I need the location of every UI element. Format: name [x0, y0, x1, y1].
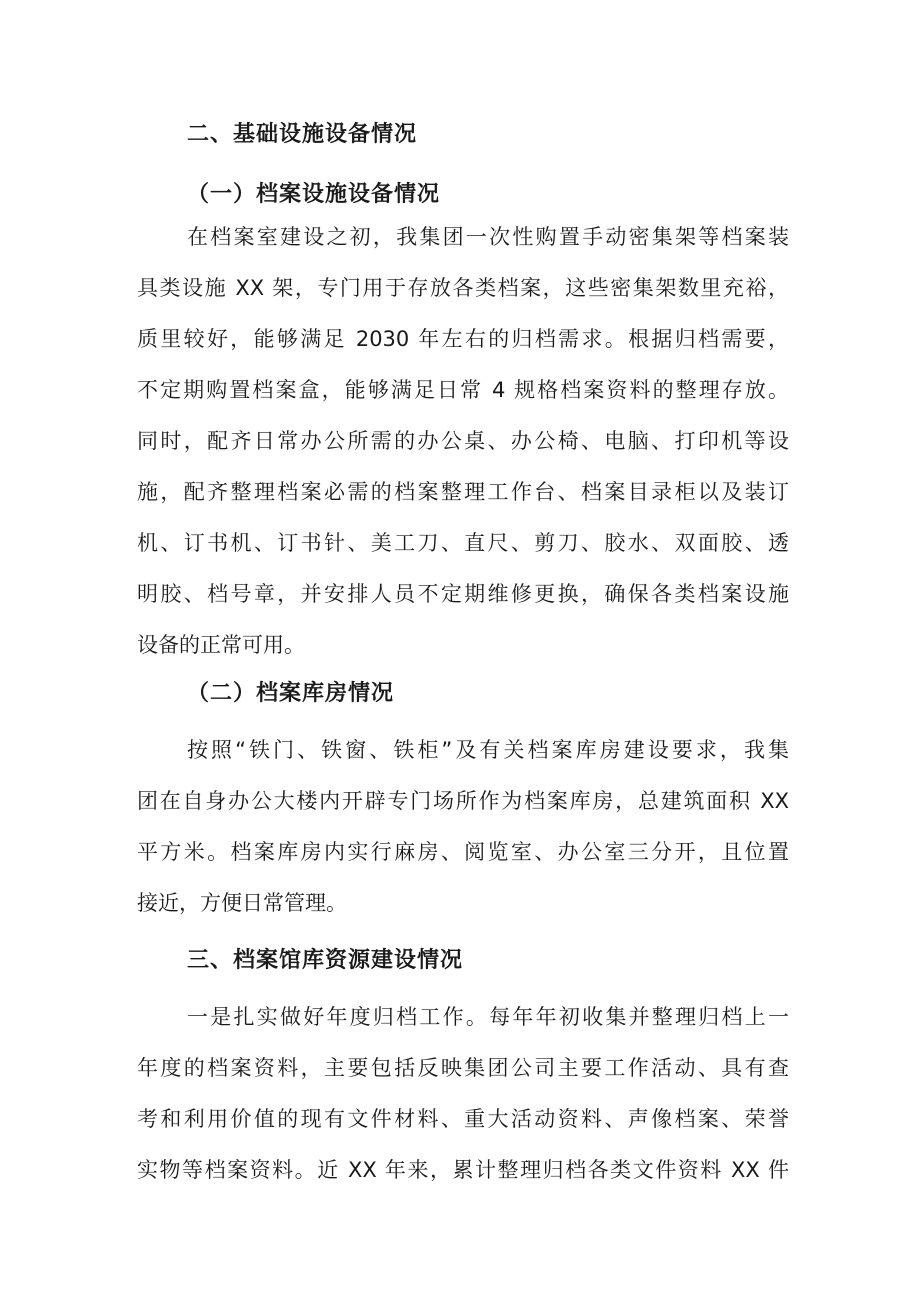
paragraph-line: 按照“铁门、铁窗、铁柜”及有关档案库房建设要求，我集: [187, 738, 789, 762]
paragraph-line: 一是扎实做好年度归档工作。每年年初收集并整理归档上一: [187, 1005, 789, 1029]
paragraph-line: 实物等档案资料。近 XX 年来，累计整理归档各类文件资料 XX 件: [137, 1158, 789, 1182]
resources-paragraph: [137, 992, 789, 1196]
paragraph-line: 机、订书机、订书针、美工刀、直尺、剪刀、胶水、双面胶、透: [137, 531, 789, 555]
subsection-heading-storage: （二）档案库房情况: [187, 681, 395, 706]
paragraph-line: 质里较好，能够满足 2030 年左右的归档需求。根据归档需要，: [137, 327, 789, 351]
paragraph-line: 年度的档案资料，主要包括反映集团公司主要工作活动、具有查: [137, 1056, 789, 1080]
paragraph-line: 同时，配齐日常办公所需的办公桌、办公椅、电脑、打印机等设: [137, 429, 789, 453]
paragraph-line: 施，配齐整理档案必需的档案整理工作台、档案目录柜以及装订: [137, 480, 789, 504]
storage-paragraph: [137, 725, 789, 929]
section-heading-infrastructure: 二、基础设施设备情况: [187, 122, 418, 147]
paragraph-line: 平方米。档案库房内实行麻房、阅览室、办公室三分开，且位置: [137, 840, 789, 864]
paragraph-line: 在档案室建设之初，我集团一次性购置手动密集架等档案装: [187, 225, 789, 249]
paragraph-line: 考和利用价值的现有文件材料、重大活动资料、声像档案、荣誉: [137, 1107, 789, 1131]
paragraph-line: 接近，方便日常管理。: [137, 891, 347, 915]
paragraph-line: 具类设施 XX 架，专门用于存放各类档案，这些密集架数里充裕，: [137, 276, 789, 300]
paragraph-line: 不定期购置档案盒，能够满足日常 4 规格档案资料的整理存放。: [137, 378, 789, 402]
paragraph-line: 明胶、档号章，并安排人员不定期维修更换，确保各类档案设施: [137, 582, 789, 606]
paragraph-line: 团在自身办公大楼内开辟专门场所作为档案库房，总建筑面积 XX: [137, 789, 789, 813]
facilities-paragraph: [137, 212, 789, 671]
subsection-heading-facilities: （一）档案设施设备情况: [187, 182, 441, 207]
section-heading-resources: 三、档案馆库资源建设情况: [187, 948, 464, 973]
paragraph-line: 设备的正常可用。: [137, 633, 305, 657]
